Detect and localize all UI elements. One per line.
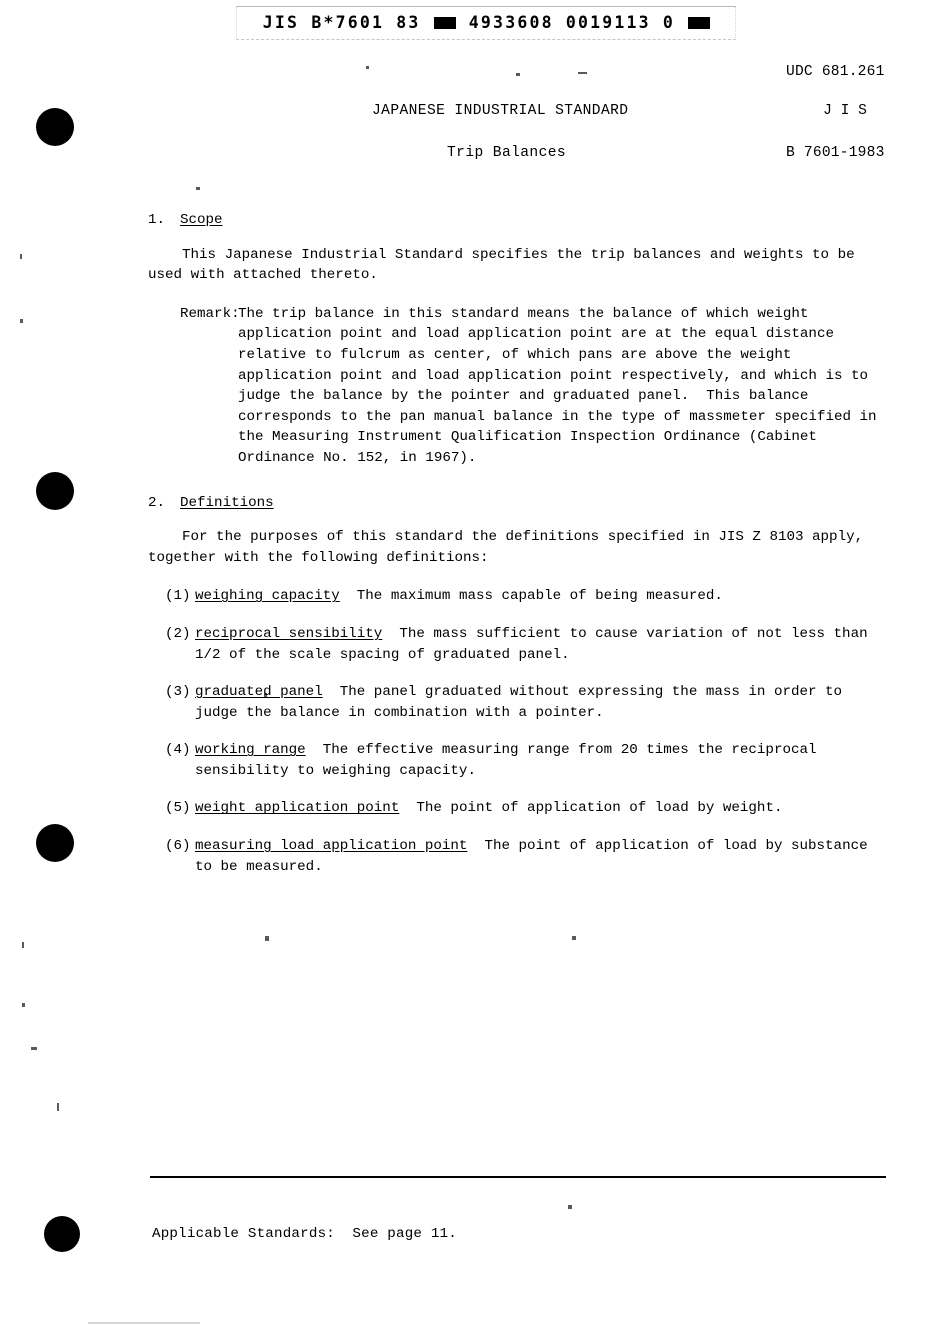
margin-punch-mark [44,1216,80,1252]
definition-text: The point of application of load by substance to be measured. [195,838,877,875]
list-item [148,624,888,665]
applicable-standards-note: Applicable Standards: See page 11. [152,1226,457,1242]
definition-number: (6) [165,838,191,855]
list-item [148,586,888,607]
definition-number: (5) [165,800,191,817]
standard-number: B 7601-1983 [786,145,885,161]
scan-speck [265,936,269,941]
section-heading-definitions [148,493,888,514]
definition-term: weighing capacity [195,588,340,605]
page-bottom-edge-mark [88,1322,200,1324]
scan-speck [20,254,22,259]
definition-term: reciprocal sensibility [195,625,383,642]
scan-speck [572,936,576,940]
definition-number: (4) [165,742,191,759]
definitions-paragraph: For the purposes of this standard the definitions specified in JIS Z 8103 apply, together with the following definitions: [148,529,872,566]
scan-speck [568,1205,572,1209]
document-subject-title: Trip Balances [447,145,567,161]
udc-number: UDC 681.261 [786,64,885,80]
scan-code-middle: 4933608 0019113 0 [456,13,688,32]
scan-speck [196,187,200,190]
list-item [148,740,888,781]
scan-speck [516,73,520,76]
definition-text: The maximum mass capable of being measured. [339,588,723,605]
definition-term: graduated panel [195,684,323,701]
definition-text: The effective measuring range from 20 times the reciprocal sensibility to weighing capacity. [195,742,826,779]
margin-punch-mark [36,824,74,862]
margin-punch-mark [36,108,74,146]
list-item [148,836,888,877]
document-body [148,210,888,877]
definition-term: weight application point [195,800,400,817]
definition-number: (2) [165,625,191,642]
scan-speck [366,66,369,69]
footer-divider [150,1176,886,1178]
remark-text: The trip balance in this standard means the balance of which weight application point and load application point are at the equal distance relative to fulcrum as center, of which pans are above the weight application point and load application point respectively, and which is to judge the balance by the pointer and graduated panel. This balance corresponds to the pan manual balance in the type of massmeter specified in the Measuring Instrument Qualification Inspection Ordinance (Cabinet Ordinance No. 152, in 1967). [238,305,886,466]
scan-speck [20,319,23,323]
scan-header-strip [236,6,736,40]
definition-body [195,624,888,665]
definition-text: The mass sufficient to cause variation of not less than 1/2 of the scale spacing of graduated panel. [195,625,877,663]
list-item [148,682,888,723]
standard-org-title: JAPANESE INDUSTRIAL STANDARD [372,103,629,119]
section-heading-scope [148,210,888,231]
section-title: Definitions [180,494,274,511]
scan-speck [578,72,587,74]
definition-term: working range [195,742,306,759]
definition-term: measuring load application point [195,838,468,855]
definition-body [195,740,888,781]
scope-paragraph: This Japanese Industrial Standard specifies the trip balances and weights to be used with attached thereto. [148,246,864,284]
definition-number: (1) [165,588,191,605]
definitions-list [148,586,888,877]
barcode-block-icon [688,17,710,29]
scan-speck [22,1003,25,1007]
jis-mark: J I S [823,103,867,119]
barcode-block-icon [434,17,456,29]
section-number: 1. [148,212,166,228]
list-item [148,798,888,819]
scan-code-left: JIS B*7601 83 [262,13,433,32]
section-title: Scope [180,212,223,228]
definition-body [195,798,888,819]
section-number: 2. [148,494,166,511]
margin-punch-mark [36,472,74,510]
scope-remark [148,304,888,469]
scan-header-code [237,13,737,32]
definition-number: (3) [165,684,191,701]
scan-speck [31,1047,37,1050]
definition-text: The panel graduated without expressing the mass in order to judge the balance in combination with a pointer. [195,684,851,721]
definition-text: The point of application of load by weight. [399,800,783,817]
remark-label: Remark: [180,305,240,322]
definition-body [195,682,888,723]
definition-body [195,586,888,607]
definition-body [195,836,888,877]
scan-speck [57,1103,59,1111]
scan-speck [22,942,24,948]
